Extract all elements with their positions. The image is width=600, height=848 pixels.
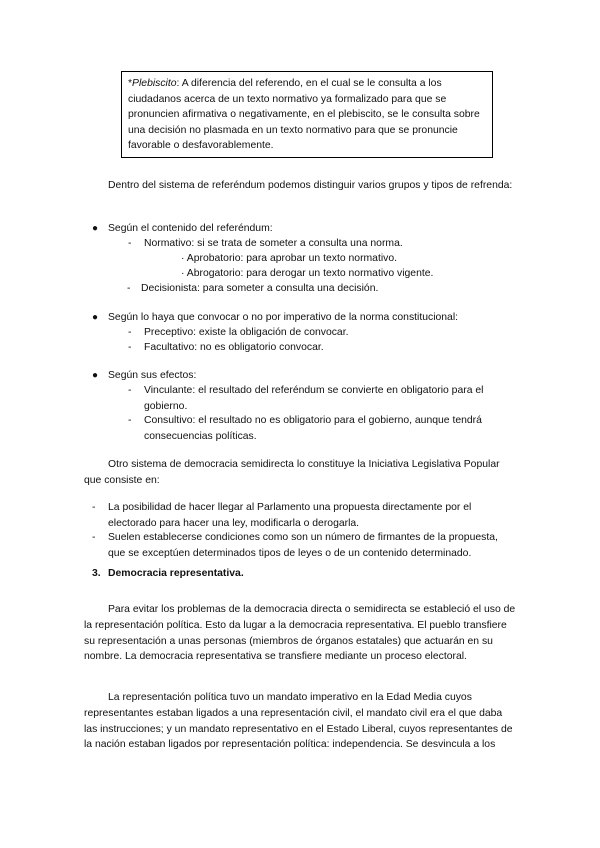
bullet-icon: ●	[92, 312, 99, 323]
group-1-bullet	[92, 221, 273, 237]
item-label: Decisionista: para someter a consulta una decisión.	[141, 283, 379, 294]
bullet-icon: ●	[92, 223, 99, 234]
intro-paragraph: Dentro del sistema de referéndum podemos distinguir varios grupos y tipos de refrenda:	[108, 180, 513, 191]
dash-icon: -	[128, 415, 132, 426]
item-label: Consultivo: el resultado no es obligatorio para el gobierno, aunque tendrá consecuencias políticas.	[144, 415, 482, 442]
group-1-subitem-aprobatorio: · Aprobatorio: para aprobar un texto normativo.	[181, 253, 398, 264]
dash-icon: -	[128, 342, 132, 353]
group-1-title: Según el contenido del referéndum:	[108, 223, 273, 234]
item-label: Suelen establecerse condiciones como son un número de firmantes de la propuesta, que se exceptúen determinados tipos de leyes o de un contenido determinado.	[108, 532, 498, 559]
group-2-item-2	[128, 340, 324, 356]
paragraph-mandate: La representación política tuvo un mandato imperativo en la Edad Media cuyos representantes estaban ligados a una representación civil, el mandato civil era el que daba las instrucciones; y un mandato representativo en el Estado Liberal, cuyos representantes de la nación estaban ligados por representación política: independencia. Se desvincula a los	[84, 692, 513, 751]
dash-icon: -	[92, 532, 96, 543]
plebiscito-note-box	[121, 71, 493, 158]
section-title: Democracia representativa.	[108, 568, 244, 579]
note-asterisk: *	[128, 78, 133, 89]
section-number: 3.	[92, 568, 101, 579]
dash-icon: -	[92, 502, 96, 513]
ilp-paragraph: Otro sistema de democracia semidirecta lo constituye la Iniciativa Legislativa Popular que consiste en:	[84, 459, 500, 486]
group-2-bullet	[92, 310, 458, 326]
bullet-icon: ●	[92, 370, 99, 381]
note-text: : A diferencia del referendo, en el cual se le consulta a los ciudadanos acerca de un texto normativo ya formalizado para que se pronuncien afirmativa o negativamente, en el plebiscito, se le consulta sobre una decisión no plasmada en un texto normativo para que se pronuncie favorable o desfavorablemente.	[128, 78, 480, 151]
dash-icon: -	[128, 238, 132, 249]
group-3-item-2	[128, 413, 504, 444]
ilp-item-2	[92, 530, 508, 561]
item-label: Facultativo: no es obligatorio convocar.	[144, 342, 324, 353]
section-heading	[92, 568, 244, 579]
group-1-item-1	[128, 236, 403, 252]
item-label: Vinculante: el resultado del referéndum se convierte en obligatorio para el gobierno.	[144, 385, 484, 412]
group-3-title: Según sus efectos:	[108, 370, 197, 381]
note-term: Plebiscito	[132, 78, 177, 89]
paragraph-representation: Para evitar los problemas de la democracia directa o semidirecta se estableció el uso de la representación política. Esto da lugar a la democracia representativa. El pueblo transfiere su representación a unas personas (miembros de órganos estatales) que actuarán en su nombre. La democracia representativa se transfiere mediante un proceso electoral.	[84, 604, 516, 663]
dash-icon: -	[127, 283, 131, 294]
group-1-subitem-abrogatorio: · Abrogatorio: para derogar un texto normativo vigente.	[181, 268, 434, 279]
item-label: Preceptivo: existe la obligación de convocar.	[144, 327, 349, 338]
group-2-item-1	[128, 325, 349, 341]
group-3-bullet	[92, 368, 196, 384]
group-2-title: Según lo haya que convocar o no por imperativo de la norma constitucional:	[108, 312, 459, 323]
group-1-item-2	[127, 281, 379, 297]
dash-icon: -	[128, 385, 132, 396]
ilp-item-1	[92, 500, 508, 531]
item-label: La posibilidad de hacer llegar al Parlamento una propuesta directamente por el electorado para hacer una ley, modificarla o derogarla.	[108, 502, 472, 529]
dash-icon: -	[128, 327, 132, 338]
group-3-item-1	[128, 383, 504, 414]
item-label: Normativo: si se trata de someter a consulta una norma.	[144, 238, 403, 249]
